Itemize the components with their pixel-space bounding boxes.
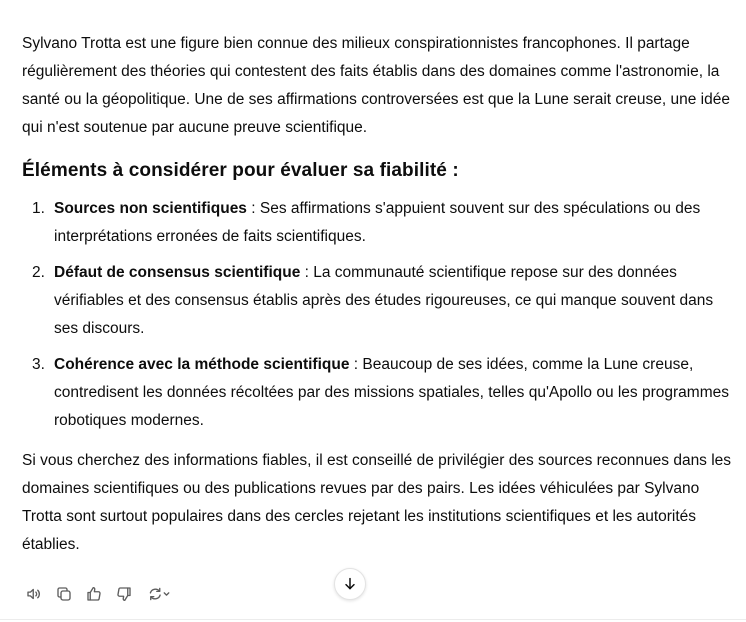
list-number: 2. [32,264,45,281]
scroll-to-bottom-button[interactable] [334,568,366,600]
regenerate-button[interactable] [142,582,176,606]
bad-response-button[interactable] [112,582,136,606]
list-number: 1. [32,200,45,217]
section-heading: Éléments à considérer pour évaluer sa fiabilité : [22,160,459,181]
list-item [22,195,732,251]
assistant-message [22,30,732,559]
list-number: 3. [32,356,45,373]
intro-paragraph: Sylvano Trotta est une figure bien connue des milieux conspirationnistes francophones. Il partage régulièrement des théories qui contestent des faits établis dans des domaines comme l'astronomie, la santé ou la géopolitique. Une de ses affirmations controversées est que la Lune serait creuse, une idée qui n'est soutenue par aucune preuve scientifique. [22,35,730,136]
criteria-list [22,195,732,435]
divider [0,619,746,620]
list-item-title: Défaut de consensus scientifique [54,264,301,281]
copy-button[interactable] [52,582,76,606]
list-item-title: Cohérence avec la méthode scientifique [54,356,350,373]
list-item [22,351,732,435]
list-item-title: Sources non scientifiques [54,200,247,217]
message-actions-bar [22,582,176,606]
list-item-text: : Ses affirmations s'appuient souvent sur des spéculations ou des interprétations erronées de faits scientifiques. [54,200,701,245]
thumbs-up-icon [85,585,103,603]
list-item [22,259,732,343]
list-item-text: : Beaucoup de ses idées, comme la Lune creuse, contredisent les données récoltées par des missions spatiales, telles qu'Apollo ou les programmes robotiques modernes. [54,356,729,429]
good-response-button[interactable] [82,582,106,606]
arrow-down-icon [342,576,358,592]
copy-icon [55,585,73,603]
read-aloud-button[interactable] [22,582,46,606]
thumbs-down-icon [115,585,133,603]
conclusion-paragraph: Si vous cherchez des informations fiables, il est conseillé de privilégier des sources reconnues dans les domaines scientifiques ou des publications revues par des pairs. Les idées véhiculées par Sylvano Trotta sont surtout populaires dans des cercles rejetant les institutions scientifiques et les autorités établies. [22,452,732,553]
regenerate-icon [145,585,173,603]
speaker-icon [25,585,43,603]
list-item-text: : La communauté scientifique repose sur des données vérifiables et des consensus établis après des études rigoureuses, ce qui manque souvent dans ses discours. [54,264,714,337]
